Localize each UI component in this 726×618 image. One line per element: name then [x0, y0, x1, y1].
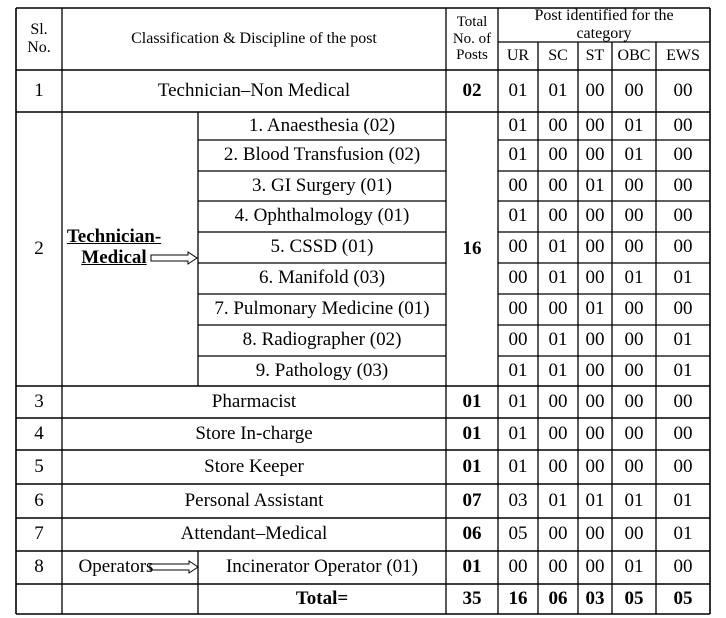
category-value-st: 01	[585, 298, 605, 320]
total-posts: 06	[462, 523, 482, 545]
discipline-name: 7. Pulmonary Medicine (01)	[214, 298, 430, 320]
category-value-obc: 00	[624, 523, 644, 545]
category-value-obc: 00	[624, 205, 644, 227]
total-posts: 01	[462, 422, 482, 444]
post-name: Attendant–Medical	[180, 523, 328, 545]
category-value-ews: 00	[673, 205, 693, 227]
category-value-st: 00	[585, 556, 605, 578]
sl-no: 2	[34, 237, 44, 259]
category-value-sc: 00	[548, 298, 568, 320]
category-value-sc: 00	[548, 556, 568, 578]
total-posts: 01	[462, 455, 482, 477]
category-value-st: 00	[585, 114, 605, 136]
category-value-obc: 01	[624, 144, 644, 166]
category-value-ur: 01	[508, 390, 528, 412]
total-posts: 01	[462, 556, 482, 578]
header-total-posts-line-3: Posts	[456, 47, 488, 64]
header-category-st: ST	[585, 47, 605, 65]
header-sl-no	[16, 8, 62, 70]
category-value-ews: 00	[673, 236, 693, 258]
category-value-sc: 00	[548, 174, 568, 196]
category-value-ews: 00	[673, 79, 693, 101]
total-posts: 07	[462, 489, 482, 511]
technician-medical-label-line-2: Medical	[81, 247, 147, 268]
discipline-name: 3. GI Surgery (01)	[251, 174, 392, 196]
category-value-sc: 01	[548, 236, 568, 258]
category-value-ur: 01	[508, 79, 528, 101]
category-value-obc: 00	[624, 329, 644, 351]
category-value-ur: 01	[508, 144, 528, 166]
category-value-ur: 05	[508, 523, 528, 545]
category-value-st: 00	[585, 144, 605, 166]
category-value-st: 00	[585, 267, 605, 289]
header-classification: Classification & Discipline of the post	[131, 30, 377, 48]
category-value-sc: 01	[548, 79, 568, 101]
category-value-sc: 00	[548, 205, 568, 227]
post-name: Pharmacist	[211, 390, 297, 412]
category-value-obc: 01	[624, 114, 644, 136]
category-value-ews: 01	[673, 267, 693, 289]
category-value-st: 00	[585, 329, 605, 351]
category-value-ur: 00	[508, 236, 528, 258]
category-value-ews: 00	[673, 298, 693, 320]
category-value-st: 00	[585, 455, 605, 477]
category-value-ews: 00	[673, 455, 693, 477]
header-category-ur: UR	[506, 47, 530, 65]
category-value-ur: 00	[508, 298, 528, 320]
header-total-posts-line-1: Total	[456, 14, 488, 31]
header-total-posts	[446, 8, 498, 70]
header-category-sc: SC	[548, 47, 568, 65]
category-value-obc: 00	[624, 359, 644, 381]
header-post-identified-line-1: Post identified for the	[534, 7, 674, 25]
category-value-ur: 00	[508, 174, 528, 196]
category-value-ur: 01	[508, 455, 528, 477]
sl-no: 8	[34, 556, 44, 578]
post-name: Technician–Non Medical	[157, 79, 351, 101]
category-value-obc: 01	[624, 267, 644, 289]
category-value-ews: 00	[673, 422, 693, 444]
category-value-ur: 00	[508, 329, 528, 351]
category-value-st: 00	[585, 390, 605, 412]
total-posts: 01	[462, 390, 482, 412]
total-posts: 16	[462, 237, 482, 259]
discipline-name: 6. Manifold (03)	[258, 267, 386, 289]
category-value-ews: 00	[673, 114, 693, 136]
category-value-ur: 03	[508, 489, 528, 511]
category-value-sc: 01	[548, 359, 568, 381]
discipline-name: 2. Blood Transfusion (02)	[223, 144, 421, 166]
category-value-sc: 00	[548, 455, 568, 477]
category-value-ews: 00	[673, 390, 693, 412]
category-value-st: 00	[585, 359, 605, 381]
sl-no: 4	[34, 422, 44, 444]
category-value-ews: 01	[673, 359, 693, 381]
sl-no: 1	[34, 79, 44, 101]
technician-medical-label	[62, 222, 166, 274]
category-total-st: 03	[585, 587, 605, 609]
category-value-sc: 01	[548, 489, 568, 511]
header-post-identified	[498, 8, 710, 42]
sl-no: 5	[34, 455, 44, 477]
category-value-ur: 00	[508, 556, 528, 578]
category-value-sc: 00	[548, 523, 568, 545]
header-total-posts-line-2: No. of	[452, 30, 492, 47]
category-value-ur: 00	[508, 267, 528, 289]
category-value-ur: 01	[508, 114, 528, 136]
category-value-obc: 01	[624, 489, 644, 511]
category-value-ews: 01	[673, 329, 693, 351]
category-value-sc: 00	[548, 422, 568, 444]
category-value-st: 00	[585, 236, 605, 258]
category-value-obc: 00	[624, 298, 644, 320]
post-name: Incinerator Operator (01)	[225, 556, 418, 578]
post-name: Store In-charge	[195, 422, 313, 444]
sl-no: 3	[34, 390, 44, 412]
category-value-ews: 00	[673, 556, 693, 578]
sl-no: 6	[34, 489, 44, 511]
grand-total: 35	[462, 587, 482, 609]
total-label: Total=	[295, 587, 349, 609]
category-value-obc: 00	[624, 455, 644, 477]
discipline-name: 5. CSSD (01)	[270, 236, 374, 258]
category-value-sc: 00	[548, 390, 568, 412]
category-value-ur: 01	[508, 422, 528, 444]
category-value-st: 00	[585, 422, 605, 444]
category-value-st: 01	[585, 174, 605, 196]
category-value-ews: 00	[673, 144, 693, 166]
category-value-st: 01	[585, 489, 605, 511]
category-value-st: 00	[585, 79, 605, 101]
category-total-ews: 05	[673, 587, 693, 609]
discipline-name: 1. Anaesthesia (02)	[248, 114, 396, 136]
discipline-name: 8. Radiographer (02)	[242, 329, 402, 351]
category-value-obc: 00	[624, 79, 644, 101]
category-value-sc: 00	[548, 144, 568, 166]
category-value-ews: 00	[673, 174, 693, 196]
category-total-ur: 16	[508, 587, 528, 609]
operators-label: Operators	[78, 556, 154, 578]
sl-no: 7	[34, 523, 44, 545]
category-value-st: 00	[585, 205, 605, 227]
category-value-st: 00	[585, 523, 605, 545]
category-value-obc: 00	[624, 236, 644, 258]
category-value-obc: 01	[624, 556, 644, 578]
category-value-ur: 01	[508, 359, 528, 381]
discipline-name: 9. Pathology (03)	[255, 359, 389, 381]
post-name: Store Keeper	[204, 455, 304, 477]
category-value-obc: 00	[624, 422, 644, 444]
header-sl-no-line-1: Sl.	[30, 21, 48, 39]
category-total-sc: 06	[548, 587, 568, 609]
category-value-obc: 00	[624, 174, 644, 196]
discipline-name: 4. Ophthalmology (01)	[234, 205, 410, 227]
category-value-ews: 01	[673, 523, 693, 545]
total-posts: 02	[462, 79, 482, 101]
header-sl-no-line-2: No.	[27, 39, 51, 56]
technician-medical-label-line-1: Technician-	[66, 226, 162, 248]
category-value-ur: 01	[508, 205, 528, 227]
post-name: Personal Assistant	[184, 489, 324, 511]
category-value-obc: 00	[624, 390, 644, 412]
header-category-ews: EWS	[666, 47, 700, 65]
category-value-ews: 01	[673, 489, 693, 511]
category-value-sc: 01	[548, 267, 568, 289]
category-value-sc: 01	[548, 329, 568, 351]
header-category-obc: OBC	[617, 47, 651, 65]
header-post-identified-line-2: category	[576, 25, 632, 42]
category-value-sc: 00	[548, 114, 568, 136]
category-total-obc: 05	[624, 587, 644, 609]
